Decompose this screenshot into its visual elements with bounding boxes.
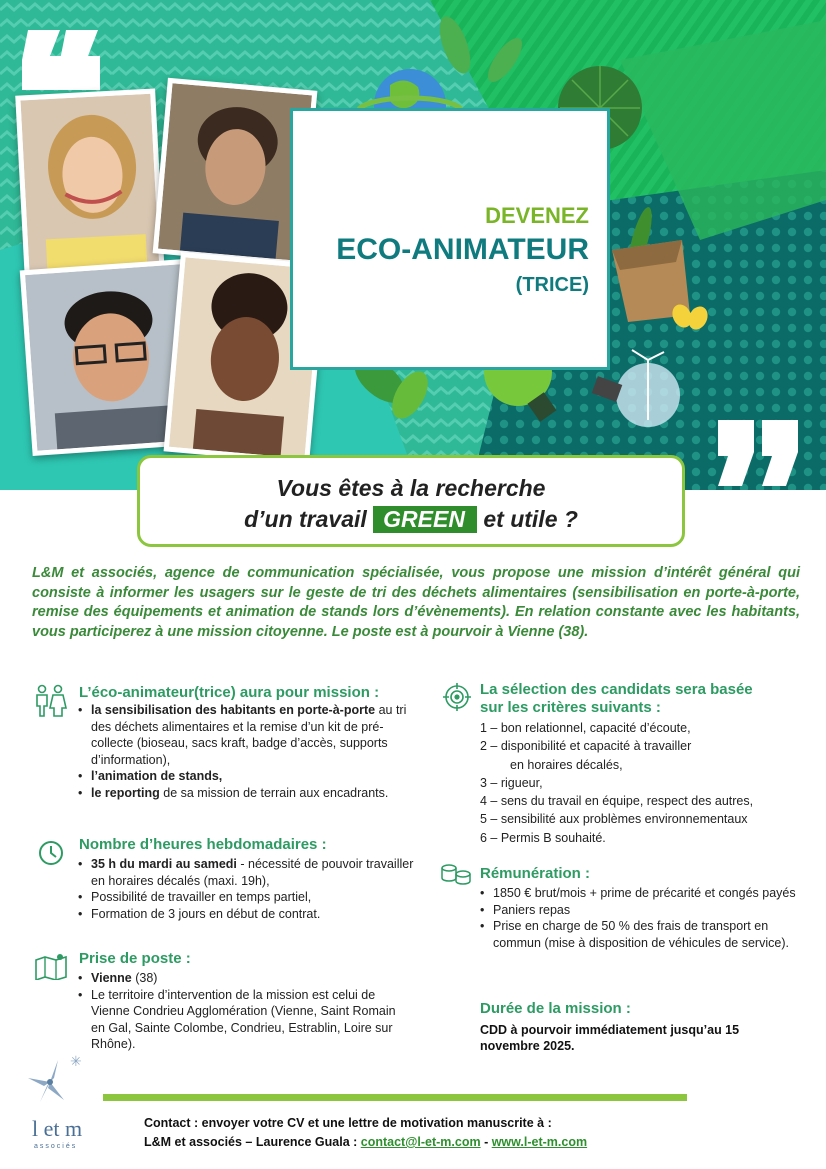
criteria-item: 5 – sensibilité aux problèmes environnementaux [480,812,748,827]
pay-title: Rémunération : [480,865,591,882]
start-list [78,970,398,1053]
footer-divider [103,1094,687,1101]
criteria-list [480,719,800,847]
start-item: • Le territoire d’intervention de la mission est celui de Vienne Condrieu Agglomération (Vienne, Saint Romain en Gal, Sainte Colombe, Condrieu, Estrablin, Loire sur Rhône). [78,987,398,1053]
contact-line1: Contact : envoyer votre CV et une lettre de motivation manuscrite à : [144,1116,552,1130]
pay-item: • Paniers repas [480,902,800,919]
title-line-devenez: DEVENEZ [485,203,589,228]
tagline-line2 [140,506,682,533]
coins-icon [440,862,472,886]
criteria-item: 6 – Permis B souhaité. [480,830,606,845]
hours-item: • 35 h du mardi au samedi - nécessité de pouvoir travailler en horaires décalés (maxi. 19h), [78,856,418,889]
mission-item: • le reporting de sa mission de terrain aux encadrants. [78,785,418,802]
criteria-item: 3 – rigueur, [480,775,543,790]
tagline-line1: Vous êtes à la recherche [276,475,546,501]
hero-visual [0,0,826,490]
duration-title: Durée de la mission : [480,1000,631,1017]
start-item: • Vienne (38) [78,970,398,987]
logo-text: l et m [32,1116,83,1141]
tagline-after: et utile ? [483,506,578,532]
website-link[interactable]: www.l-et-m.com [491,1135,588,1149]
title-line-eco-animateur: ECO-ANIMATEUR [336,233,589,266]
pay-item: • 1850 € brut/mois + prime de précarité et congés payés [480,885,800,902]
green-highlight: GREEN [373,506,477,533]
criteria-item: 4 – sens du travail en équipe, respect des autres, [480,794,754,809]
title-line-trice: (TRICE) [515,274,589,296]
clock-icon [38,840,64,866]
mission-item: • l’animation de stands, [78,768,418,785]
svg-text:✳: ✳ [70,1054,82,1070]
start-title: Prise de poste : [79,950,191,967]
people-icon [32,683,68,719]
mission-title: L’éco-animateur(trice) aura pour mission : [79,684,380,701]
tagline-banner [137,455,685,547]
criteria-title: La sélection des candidats sera basée sur les critères suivants : [480,681,753,716]
mission-list [78,702,418,801]
criteria-item: en horaires décalés, [510,757,623,772]
tagline-before: d’un travail [244,506,367,532]
contact-email-link[interactable]: contact@l-et-m.com [360,1135,481,1149]
criteria-item: 2 – disponibilité et capacité à travailler [480,739,692,754]
hours-item: • Possibilité de travailler en temps partiel, [78,889,418,906]
duration-text: CDD à pourvoir immédiatement jusqu’au 15 novembre 2025. [480,1023,740,1053]
mission-item: • la sensibilisation des habitants en porte-à-porte au tri des déchets alimentaires et la remise d’un kit de pré-collecte (bioseau, sacs kraft, badge d’accès, supports d’information), [78,702,418,768]
title-card [290,108,610,370]
target-icon [442,682,472,712]
logo-sub: associés [34,1143,78,1150]
intro-paragraph: L&M et associés, agence de communication spécialisée, vous propose une mission d’intérêt général qui consiste à informer les usagers sur le geste de tri des déchets alimentaires (sensibilisation en porte-à-porte, remise des équipements et animation de stands lors d’évènements). En relation constante avec les habitants, vous participerez à une mission citoyenne. Le poste est à pourvoir à Vienne (38). [32,565,800,640]
company-logo [18,1052,98,1152]
pay-item: • Prise en charge de 50 % des frais de transport en commun (mise à disposition de véhicules de service). [480,918,800,951]
map-icon [34,952,68,980]
section-duration [480,1000,800,1054]
contact-block [144,1114,587,1152]
hours-list [78,856,418,922]
hours-title: Nombre d’heures hebdomadaires : [79,836,327,853]
hours-item: • Formation de 3 jours en début de contrat. [78,906,418,923]
contact-line2: L&M et associés – Laurence Guala : contact@l-et-m.com - www.l-et-m.com [144,1135,588,1149]
pay-list [480,885,800,951]
criteria-item: 1 – bon relationnel, capacité d’écoute, [480,721,691,735]
photo-woman-blonde [15,88,165,281]
